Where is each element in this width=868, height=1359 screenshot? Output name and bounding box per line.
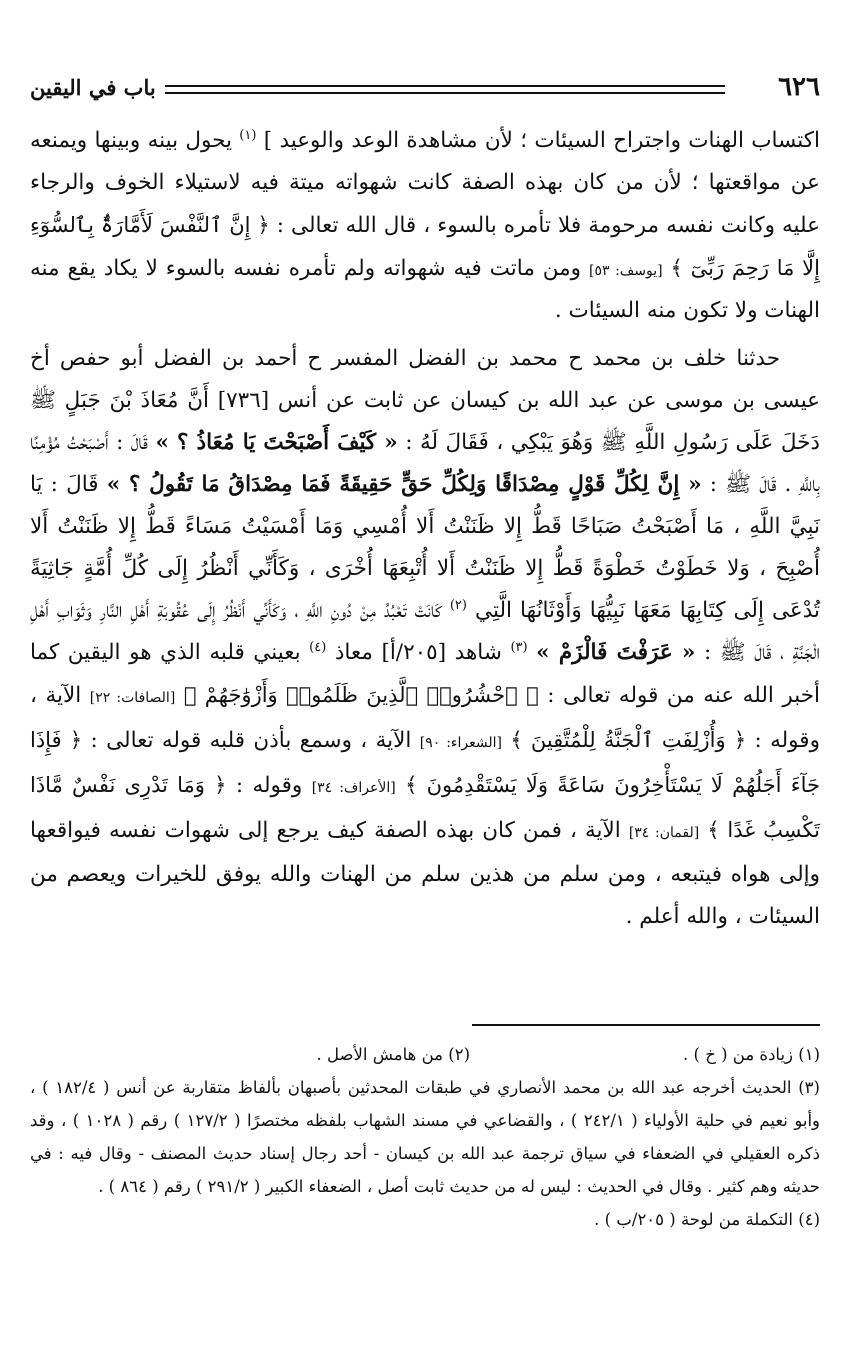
text-run: الآية ، فمن كان بهذه الصفة كيف يرجع إلى شهوات نفسه فيواقعها وإلى هواه فيتبعه ، ومن سلم من هذين سلم من الهنات والله يوفق للخيرات ويعصم من السيئات ، والله أعلم . [30,818,820,929]
quran-verse: ﴿ إِنَّ ٱلنَّفْسَ لَأَمَّارَةٌۢ بِٱلسُّوٓءِ إِلَّا مَا رَحِمَ رَبِّىٓ ﴾ [30,213,820,280]
quran-verse: ﴿ ٱحْشُرُوا۟ ٱلَّذِينَ ظَلَمُوا۟ وَأَزْوَٰجَهُمْ ﴾ [183,683,539,707]
quran-verse: ﴿ وَمَا تَدْرِى نَفْسٌ مَّاذَا تَكْسِبُ غَدًا ﴾ [30,773,820,842]
footnote-3: (٣) الحديث أخرجه عبد الله بن محمد الأنصاري في طبقات المحدثين بأصبهان بألفاظ متقاربة عن أنس ( ١٨٢/٤ ) ، وأبو نعيم في حلية الأولياء ( ٢٤٢/١ ) ، والقضاعي في مسند الشهاب بلفظه مختصرًا ( ١٢٧/٢ ) رقم ( ١٠٢٨ ) ، وقد ذكره العقيلي في الضعفاء في سياق ترجمة عبد الله بن كيسان - أحد رجال إسناد حديث المصنف - وقال فيه : في حديثه وهم كثير . وقال في الحديث : ليس له من حديث ثابت أصل ، الضعفاء الكبير ( ٢٩١/٢ ) رقم ( ٨٦٤ ) . [30,1078,820,1196]
footnote-ref: (٣) [510,639,528,655]
text-run: كَانَتْ تَعْبُدُ مِنْ دُونِ اللَّهِ ، وَكَأَنِّي أَنْظُرُ إِلَى عُقُوبَةِ أَهْلِ النَّارِ وَثَوَابِ أَهْلِ الْجَنَّةِ ، قَالَ ﷺ : [30,598,821,665]
footnote-row [30,1038,820,1071]
text-run: وقوله : [235,773,303,798]
footnote-2: (٢) من هامش الأصل . [316,1045,470,1064]
verse-reference: [الأعراف: ٣٤] [311,780,396,796]
footnote-ref: (١) [239,127,257,143]
paragraph-1 [30,120,820,332]
chapter-title: باب في اليقين [30,75,156,100]
paragraph-2 [30,338,820,938]
hadith-quote: « كَيْفَ أَصْبَحْتَ يَا مُعَاذُ ؟ » [155,430,398,455]
verse-reference: [يوسف: ٥٣] [589,263,663,279]
main-text [30,120,820,938]
page-header [30,72,820,106]
footnote-separator [472,1024,820,1026]
text-run: بعيني قلبه الذي هو اليقين كما أخبر الله عنه من قوله تعالى : [30,640,820,708]
footnotes [30,1038,820,1236]
page-number: ٦٢٦ [778,72,820,102]
footnote-1: (١) زيادة من ( خ ) . [683,1045,820,1064]
text-run: اكتساب الهنات واجتراح السيئات ؛ لأن مشاهدة الوعد والوعيد ] [263,128,820,153]
text-run: قَالَ : يَا نَبِيَّ اللَّهِ ، مَا أَصْبَحْتُ صَبَاحًا قَطُّ إِلا ظَنَنْتُ أَلا أُمْسِي وَمَا أَمْسَيْتُ مَسَاءً قَطُّ إِلا ظَنَنْتُ أَلا أُصْبِحَ ، وَلا خَطَوْتُ خَطْوَةً قَطُّ إِلا ظَنَنْتُ أَلا أُتْبِعَهَا أُخْرَى ، وَكَأَنِّي أَنْظُرُ إِلَى كُلِّ أُمَّةٍ جَاثِيَةً تُدْعَى إِلَى كِتَابِهَا مَعَهَا نَبِيُّهَا وَأَوْثَانُهَا الَّتِي [30,472,821,623]
hadith-quote: « إِنَّ لِكُلِّ قَوْلٍ مِصْدَاقًا وَلِكُلِّ حَقٍّ حَقِيقَةً فَمَا مِصْدَاقُ مَا تَقُولُ ؟ » [106,472,702,497]
footnote-ref: (٤) [309,639,327,655]
quran-verse: ﴿ فَإِذَا جَآءَ أَجَلُهُمْ لَا يَسْتَأْخِرُونَ سَاعَةً وَلَا يَسْتَقْدِمُونَ ﴾ [30,728,820,797]
text-run: الآية ، وسمع بأذن قلبه قوله تعالى : [90,728,412,753]
text-run: الآية ، وقوله : [30,683,820,753]
text-run: شاهد [٢٠٥/أ] معاذ [334,640,502,665]
footnote-4: (٤) التكملة من لوحة ( ٢٠٥/ب ) . [594,1210,820,1229]
text-run: قَالَ : أَصْبَحْتُ مُؤْمِنًا بِاللَّهِ . قَالَ ﷺ : [30,430,820,497]
text-run: يحول بينه وبينها ويمنعه عن مواقعتها ؛ لأن من كان بهذه الصفة كانت شهواته ميتة فيه لاستيلاء الخوف والرجاء عليه وكانت نفسه مرحومة فلا تأمره بالسوء ، قال الله تعالى : [30,128,820,238]
header-rule [165,85,725,94]
verse-reference: [الصافات: ٢٢] [89,690,176,706]
hadith-quote: « عَرَفْتَ فَالْزَمْ » [536,640,696,665]
verse-reference: [لقمان: ٣٤] [628,825,700,841]
quran-verse: ﴿ وَأُزْلِفَتِ ٱلْجَنَّةُ لِلْمُتَّقِينَ ﴾ [510,728,747,752]
text-run: ومن ماتت فيه شهواته ولم تأمره نفسه بالسوء لا يكاد يقع منه الهنات ولا تكون منه السيئات . [30,256,820,323]
text-run: حدثنا خلف بن محمد ح محمد بن الفضل المفسر ح أحمد بن الفضل أبو حفص أخ عيسى بن موسى عن عبد الله بن كيسان عن ثابت عن أنس [٧٣٦] أَنَّ مُعَاذَ بْنَ جَبَلٍ ﷺ دَخَلَ عَلَى رَسُولِ اللَّهِ ﷺ وَهُوَ يَبْكِي ، فَقَالَ لَهُ : [30,346,821,455]
footnote-ref: (٢) [449,597,467,613]
verse-reference: [الشعراء: ٩٠] [419,735,502,751]
